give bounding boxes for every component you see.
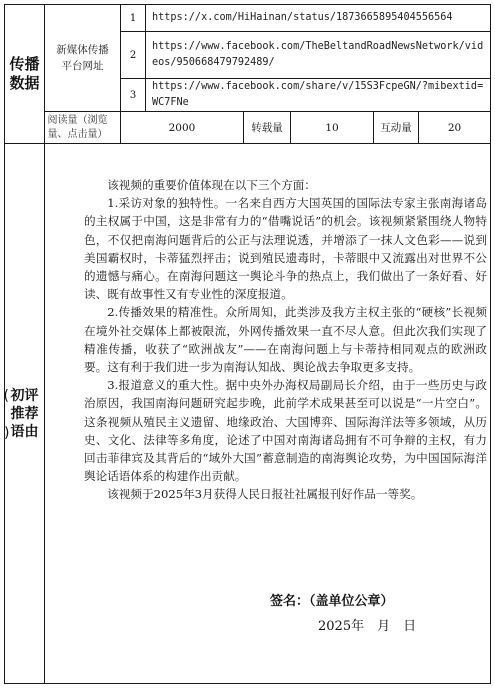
recommendation-label-cell: [5, 144, 44, 683]
link-url-2[interactable]: https://www.facebook.com/TheBeltandRoadNewsNetwork/videos/950668479792489/: [152, 41, 484, 68]
recommendation-paragraph-2: 2.传播效果的精准性。众所周知，此类涉及我方主权主张的“硬核”长视频在境外社交媒体上都被限流，外网传播效果一直不尽人意。但此次我们实现了精准传播，收获了“欧洲战友”——在南海问题上与卡蒂持相同观点的欧洲政要。这有利于我们进一步为南海认知战、舆论战去争取更多支持。: [84, 305, 487, 375]
section-divider: [4, 143, 491, 144]
signature-line: 签名：（盖单位公章）: [270, 594, 394, 609]
table-border-bottom: [4, 683, 491, 684]
views-value: 2000: [168, 121, 196, 134]
spread-data-label-cell: [5, 5, 44, 143]
interactions-label: 互动量: [380, 122, 412, 134]
views-label: 阅读量（浏览量、点击量）: [47, 114, 108, 140]
reposts-value: 10: [325, 121, 339, 134]
views-label-cell: [45, 112, 120, 143]
link-index-3: 3: [129, 89, 137, 101]
table-border-right: [490, 4, 491, 684]
recommendation-label-text: 初评推荐语由: [10, 387, 39, 440]
signature-date: 2025年 月 日: [318, 619, 417, 634]
recommendation-paragraph-intro: 该视频的重要价值体现在以下三个方面：: [107, 178, 316, 192]
interactions-value: 20: [447, 121, 462, 134]
platform-url-label: 新媒体传播平台网址: [56, 44, 109, 72]
link-url-3[interactable]: https://www.facebook.com/share/v/15S3FcpeGN/?mibextid=WC7FNe: [152, 81, 484, 108]
link-url-1[interactable]: https://x.com/HiHainan/status/1873665895404556564: [152, 12, 453, 23]
spread-data-label: 传播数据: [9, 55, 40, 92]
reposts-label: 转载量: [251, 122, 283, 134]
recommendation-paragraph-3: 3.报道意义的重大性。据中央外办海权局副局长介绍，由于一些历史与政治原因，我国南海问题研究起步晚，此前学术成果甚至可以说是“一片空白”。这条视频从殖民主义遗留、地缘政治、大国博弈、国际海洋法等多领域，从历史、文化、法律等多角度，论述了中国对南海诸岛拥有不可争辩的主权，有力回击菲律宾及其背后的“域外大国”蓄意制造的南海舆论攻势，为中国国际海洋舆论话语体系的构建作出贡献。: [84, 378, 487, 484]
recommendation-body: [84, 176, 487, 504]
index-column-divider: [145, 4, 146, 111]
platform-label-cell: [45, 5, 120, 111]
link-index-1: 1: [129, 12, 137, 24]
recommendation-paragraph-1: 1.采访对象的独特性。一名来自西方大国英国的国际法专家主张南海诸岛的主权属于中国，这是非常有力的“借嘴说话”的机会。该视频紧紧围绕人物特色，不仅把南海问题背后的公正与法理说透，并增添了一抹人文色彩——说到美国霸权时，卡蒂猛烈抨击；说到殖民遗毒时，卡蒂眼中又流露出对世界不公的遗憾与痛心。在南海问题这一舆论斗争的热点上，我们做出了一条好看、好读、既有故事性又有专业性的深度报道。: [84, 196, 487, 302]
recommendation-paragraph-award: 该视频于2025年3月获得人民日报社社属报刊好作品一等奖。: [107, 487, 423, 502]
label-paren-left: (: [3, 387, 9, 404]
link-index-2: 2: [129, 49, 137, 61]
recommendation-label: [3, 379, 40, 449]
label-paren-right: (: [3, 423, 9, 440]
row-divider-1: [120, 31, 491, 32]
